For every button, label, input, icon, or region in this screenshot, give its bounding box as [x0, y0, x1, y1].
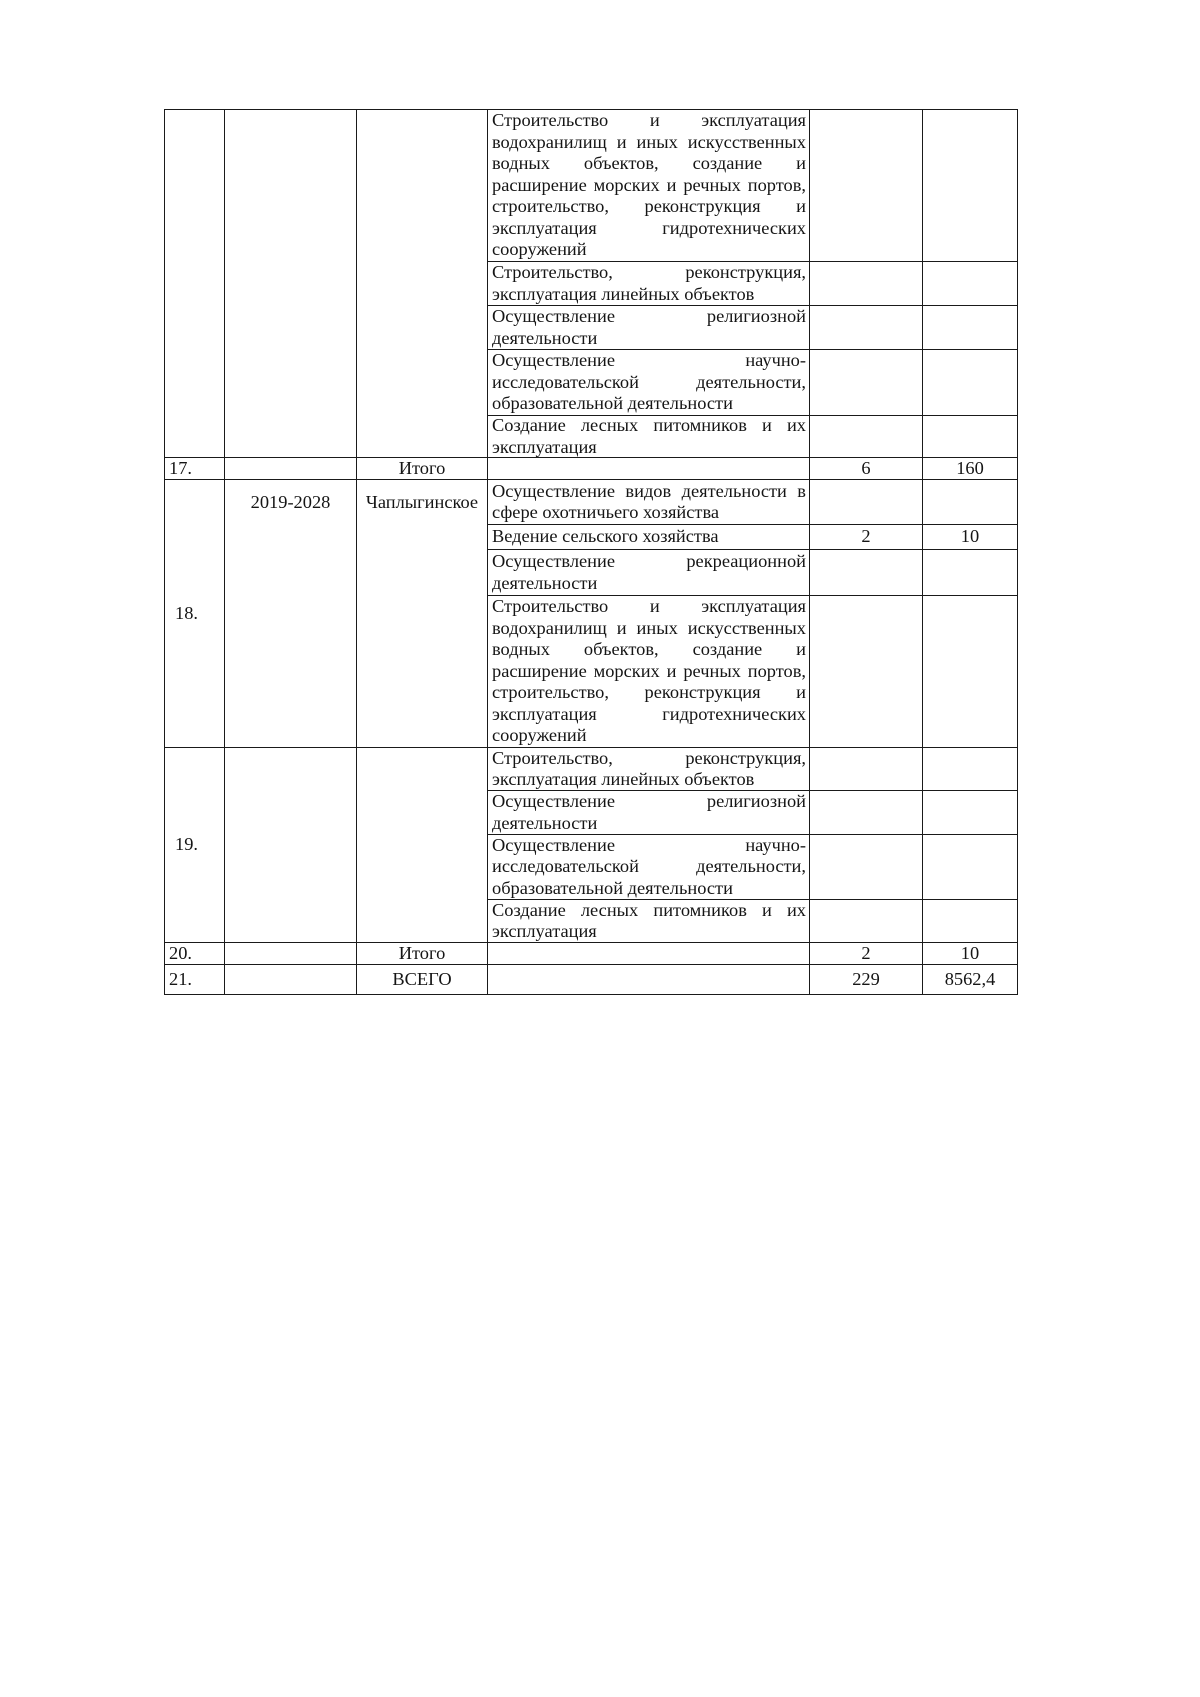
activity-cell: [488, 525, 810, 550]
area-cell: [923, 458, 1018, 480]
grand-total-label: ВСЕГО: [392, 968, 452, 989]
period-cell: [225, 943, 357, 965]
activity-line: водных объектов, создание и: [492, 153, 806, 174]
activities-table: [164, 109, 1018, 995]
grand-total-label-cell: [357, 965, 488, 995]
row-number: 21.: [169, 968, 192, 989]
forestry-cell: [357, 480, 488, 748]
area-cell: [923, 525, 1018, 550]
total-area: 10: [960, 942, 980, 963]
activity-line: Осуществление рекреационной: [492, 551, 806, 571]
activity-cell: [488, 965, 810, 995]
activity-cell: [488, 458, 810, 480]
row-number-cell: [165, 480, 225, 748]
count-cell: [810, 350, 923, 416]
activity-cell: [488, 900, 810, 943]
activity-line: водных объектов, создание и: [492, 639, 806, 660]
activity-line: строительство, реконструкция и: [492, 196, 806, 217]
count-cell: [810, 480, 923, 525]
row-number-cell: [165, 965, 225, 995]
activity-cell: [488, 306, 810, 350]
activity-line: расширение морских и речных портов,: [492, 660, 806, 681]
area-cell: [923, 350, 1018, 416]
row-number-cell: [165, 748, 225, 943]
activity-line: Ведение сельского хозяйства: [492, 526, 719, 547]
activity-line: исследовательской деятельности,: [492, 371, 806, 392]
area-value: 10: [960, 526, 980, 547]
activity-line: эксплуатация: [492, 436, 597, 457]
activity-cell: [488, 596, 810, 748]
count-cell: [810, 458, 923, 480]
activity-line: водохранилищ и иных искусственных: [492, 617, 806, 638]
activity-line: Осуществление религиозной: [492, 306, 806, 326]
count-cell: [810, 835, 923, 900]
activity-line: сооружений: [492, 725, 587, 746]
activity-line: расширение морских и речных портов,: [492, 174, 806, 195]
activity-cell: [488, 791, 810, 835]
count-cell: [810, 943, 923, 965]
count-cell: [810, 900, 923, 943]
area-cell: [923, 835, 1018, 900]
activity-line: Создание лесных питомников и их: [492, 415, 806, 435]
activity-line: деятельности: [492, 572, 598, 593]
area-cell: [923, 262, 1018, 306]
row-number: 17.: [169, 457, 192, 478]
activity-line: Строительство, реконструкция,: [492, 747, 806, 768]
grand-total-area: 8562,4: [944, 968, 996, 989]
area-cell: [923, 480, 1018, 525]
activity-cell: [488, 550, 810, 596]
area-cell: [923, 900, 1018, 943]
count-cell: [810, 525, 923, 550]
activity-line: Осуществление научно-: [492, 350, 806, 371]
area-cell: [923, 943, 1018, 965]
period-cell: [225, 458, 357, 480]
row-number-cell: [165, 943, 225, 965]
activity-line: образовательной деятельности: [492, 393, 733, 414]
count-cell: [810, 262, 923, 306]
count-cell: [810, 550, 923, 596]
period-cell: [225, 480, 357, 748]
count-cell: [810, 596, 923, 748]
activity-line: эксплуатация: [492, 921, 597, 941]
area-cell: [923, 596, 1018, 748]
activity-line: Осуществление религиозной: [492, 791, 806, 811]
activity-cell: [488, 943, 810, 965]
total-count: 6: [861, 457, 871, 478]
count-cell: [810, 748, 923, 791]
area-cell: [923, 306, 1018, 350]
activity-line: образовательной деятельности: [492, 877, 733, 898]
forestry-cell: [357, 110, 488, 458]
period-cell: [225, 965, 357, 995]
row-number: 19.: [175, 834, 198, 855]
activity-line: Осуществление научно-: [492, 834, 806, 855]
area-cell: [923, 416, 1018, 458]
activity-cell: [488, 110, 810, 262]
activity-line: Строительство и эксплуатация: [492, 110, 806, 131]
count-cell: [810, 416, 923, 458]
activity-line: исследовательской деятельности,: [492, 856, 806, 877]
activity-cell: [488, 262, 810, 306]
activity-line: эксплуатация гидротехнических: [492, 703, 806, 724]
area-cell: [923, 748, 1018, 791]
period: 2019-2028: [250, 492, 331, 512]
area-cell: [923, 550, 1018, 596]
total-label: Итого: [398, 942, 446, 963]
activity-line: Осуществление видов деятельности в: [492, 480, 806, 501]
activity-line: сооружений: [492, 239, 587, 260]
activity-line: сфере охотничьего хозяйства: [492, 502, 720, 522]
activity-line: Создание лесных питомников и их: [492, 899, 806, 920]
period-cell: [225, 110, 357, 458]
activity-line: строительство, реконструкция и: [492, 682, 806, 703]
activity-cell: [488, 835, 810, 900]
area-cell: [923, 791, 1018, 835]
total-label: Итого: [398, 457, 446, 478]
activity-line: деятельности: [492, 327, 598, 348]
row-number: 20.: [169, 942, 192, 963]
period-cell: [225, 748, 357, 943]
total-label-cell: [357, 458, 488, 480]
total-count: 2: [861, 942, 871, 963]
forestry-cell: [357, 748, 488, 943]
total-label-cell: [357, 943, 488, 965]
total-area: 160: [956, 457, 984, 478]
area-cell: [923, 110, 1018, 262]
grand-total-count: 229: [852, 968, 880, 989]
activity-line: Строительство и эксплуатация: [492, 596, 806, 617]
area-cell: [923, 965, 1018, 995]
activity-cell: [488, 480, 810, 525]
row-number: 18.: [175, 602, 198, 623]
activity-cell: [488, 416, 810, 458]
activity-line: деятельности: [492, 812, 598, 833]
forestry-name: Чаплыгинское: [365, 492, 479, 512]
count-cell: [810, 306, 923, 350]
activity-line: эксплуатация линейных объектов: [492, 283, 755, 304]
count-cell: [810, 110, 923, 262]
row-number-cell: [165, 110, 225, 458]
activity-cell: [488, 350, 810, 416]
activity-line: водохранилищ и иных искусственных: [492, 131, 806, 152]
activity-line: эксплуатация гидротехнических: [492, 217, 806, 238]
count-cell: [810, 965, 923, 995]
activity-cell: [488, 748, 810, 791]
count-cell: [810, 791, 923, 835]
count-value: 2: [861, 526, 871, 547]
row-number-cell: [165, 458, 225, 480]
activity-line: эксплуатация линейных объектов: [492, 769, 755, 789]
activity-line: Строительство, реконструкция,: [492, 262, 806, 282]
